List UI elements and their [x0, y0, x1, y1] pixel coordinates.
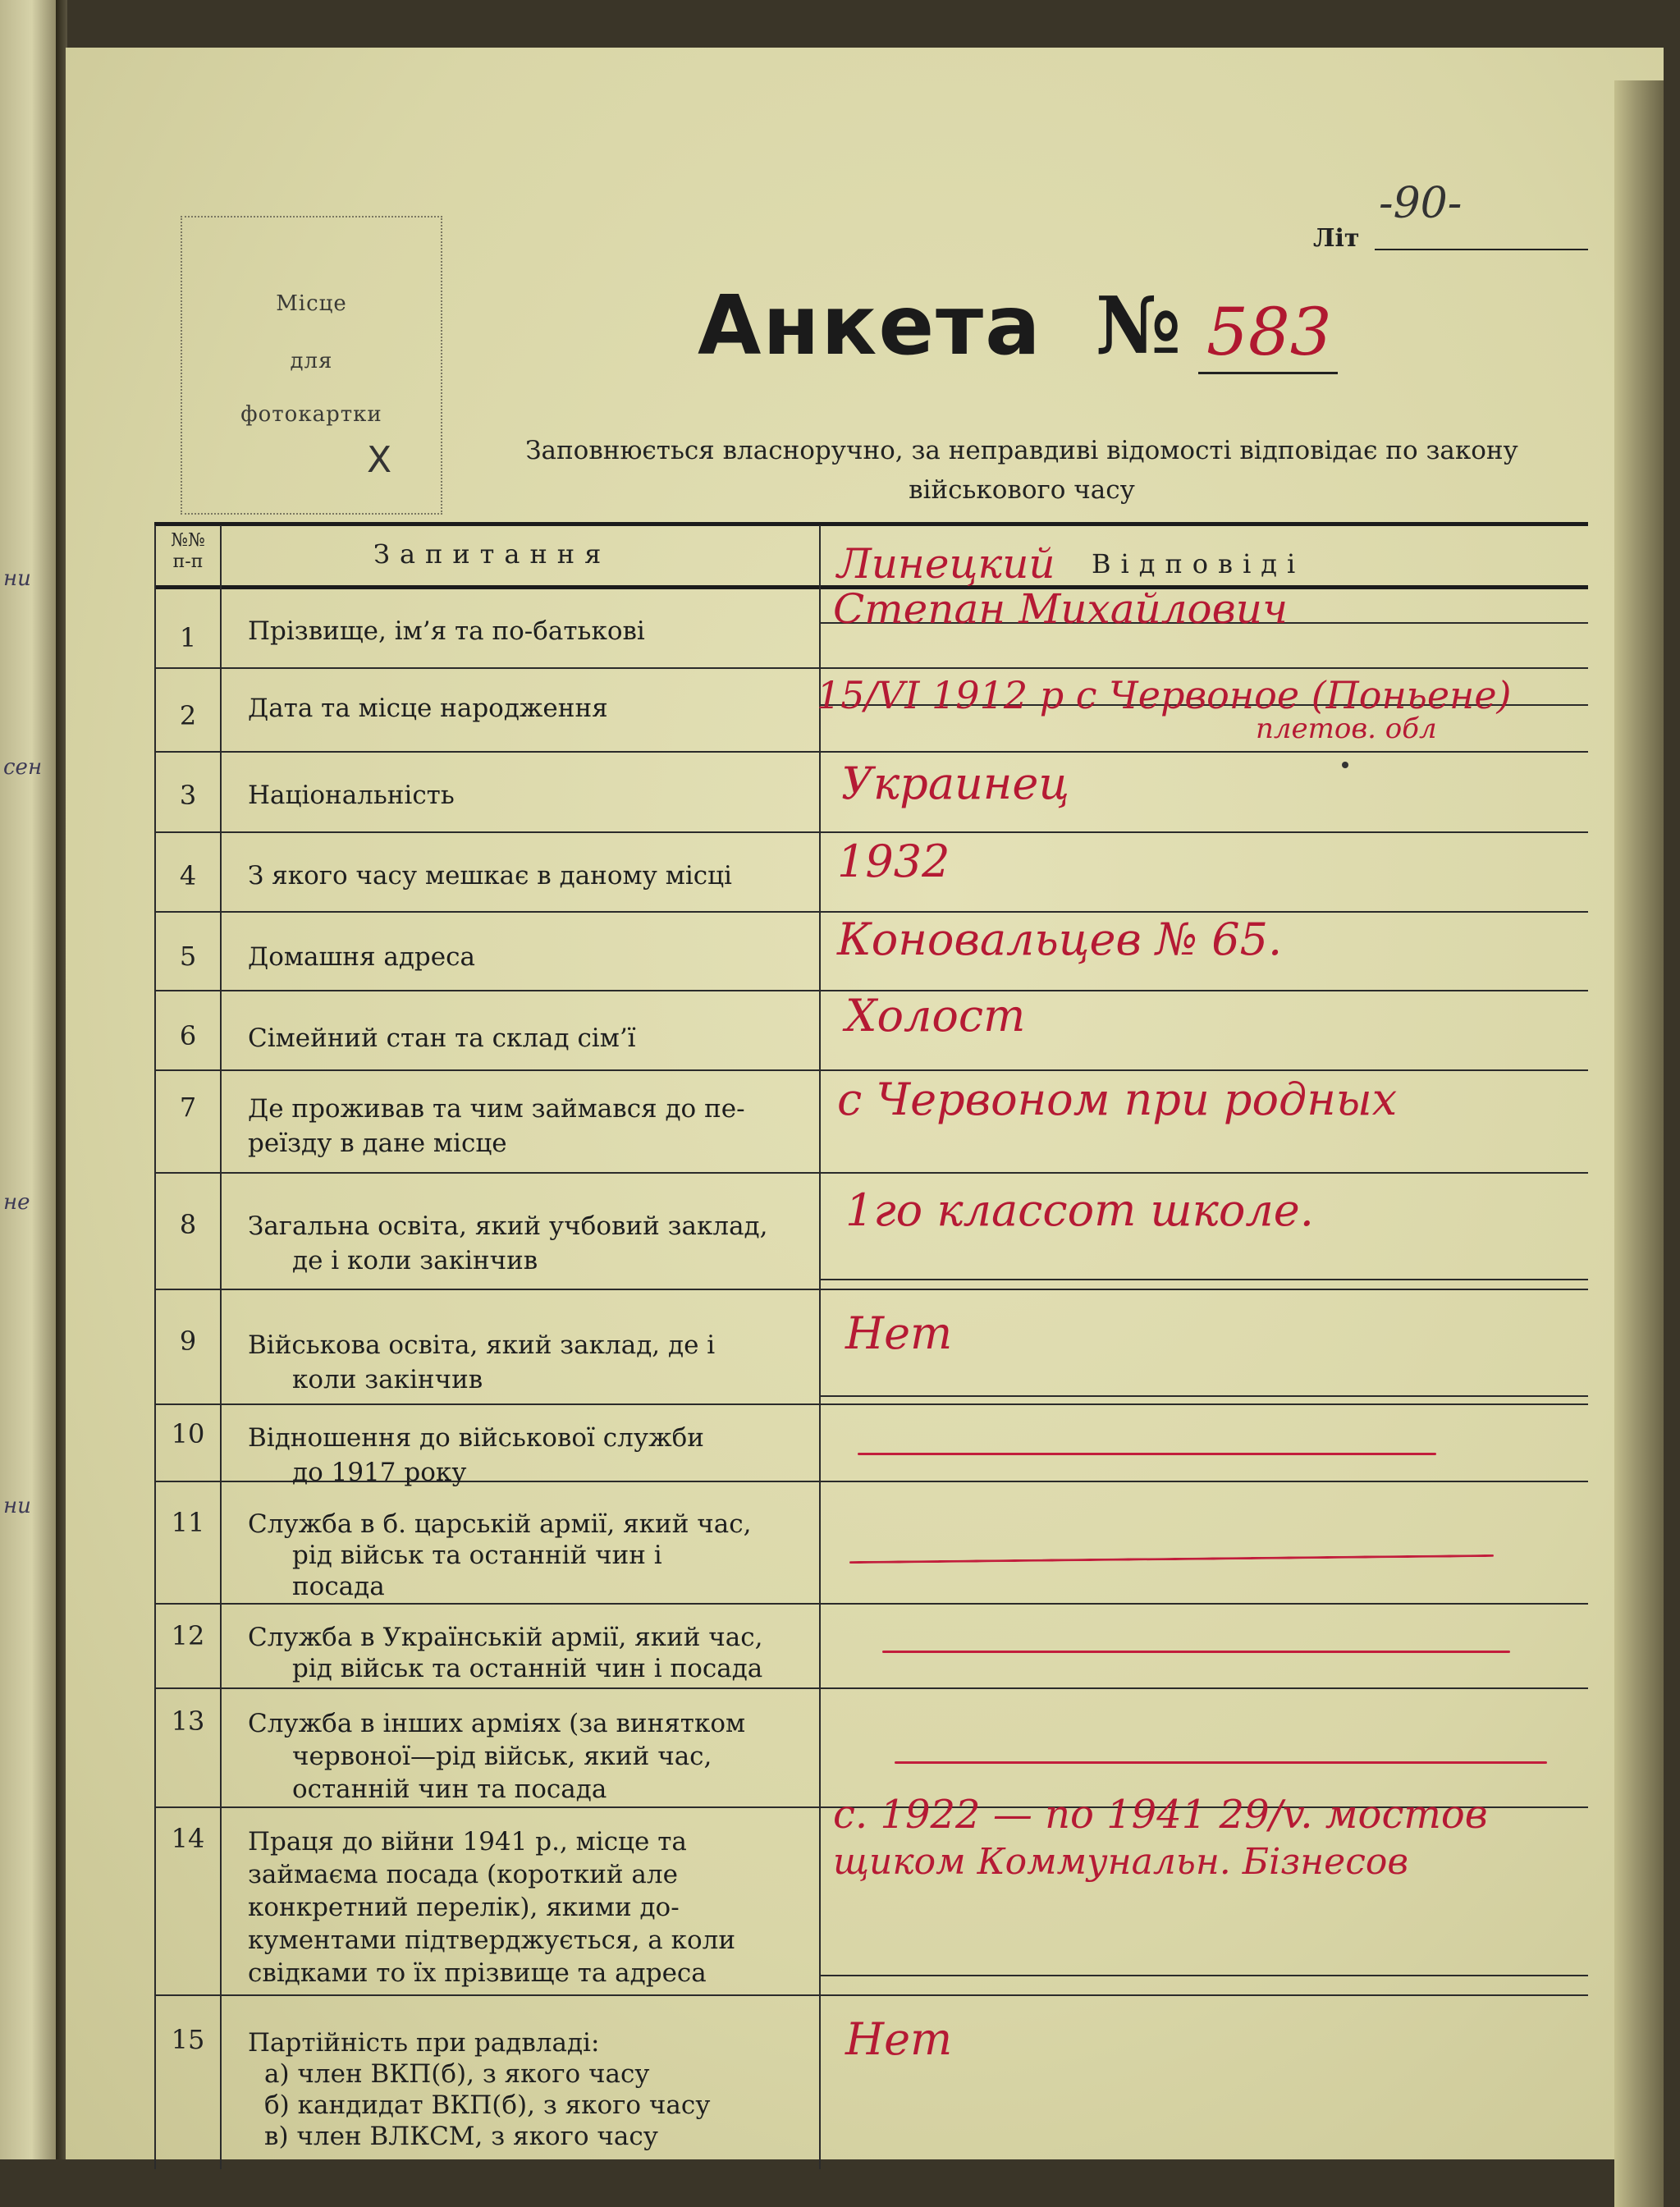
row-number: 9 [179, 1326, 197, 1357]
handwritten-answer: Холост [845, 990, 1026, 1042]
row-number: 2 [179, 700, 197, 731]
row-separator [154, 1069, 1588, 1071]
cross-mark-icon: X [367, 439, 392, 481]
row-number: 12 [171, 1620, 205, 1651]
handwritten-answer: 1932 [837, 836, 950, 887]
handwritten-answer: с Червоном при родных [837, 1074, 1398, 1125]
question-text: Служба в Українській армії, який час, рід військ та останній чин і посада [248, 1623, 763, 1683]
question-text: Праця до війни 1941 р., місце та займаєма посада (короткий але конкретний перелік), якими до- кументами підтверджується, а коли свідками то їх прізвище та адреса [248, 1827, 736, 1988]
handwritten-answer: Нет [845, 1307, 953, 1359]
question-text: Домашня адреса [248, 942, 475, 972]
margin-fragment: не [3, 1190, 30, 1215]
photo-label: Місце [276, 291, 347, 316]
answer-line [821, 1279, 1588, 1280]
question-text: Загальна освіта, який учбовий заклад, де і коли закінчив [248, 1211, 768, 1275]
ink-dot [1342, 762, 1348, 768]
margin-fragment: ни [3, 566, 31, 591]
row-separator [154, 1289, 1588, 1290]
row-number: 8 [179, 1209, 197, 1240]
row-separator [154, 1172, 1588, 1174]
form-title: Анкета [698, 277, 1042, 373]
question-text: Відношення до військової служби до 1917 року [248, 1423, 704, 1487]
row-number: 15 [171, 2024, 205, 2055]
row-number: 3 [179, 780, 197, 811]
question-text: Партійність при радвладі: а) член ВКП(б), з якого часу б) кандидат ВКП(б), з якого часу в) член ВЛКСМ, з якого часу [248, 2028, 711, 2151]
row-number: 1 [179, 622, 197, 653]
photo-label: для [290, 349, 333, 373]
table-top-rule [154, 522, 1588, 526]
handwritten-answer: Линецкий [837, 540, 1055, 588]
empty-answer-dash [849, 1555, 1494, 1564]
row-number: 10 [171, 1418, 205, 1449]
question-text: З якого часу мешкає в даному місці [248, 861, 732, 891]
instruction-line: Заповнюється власноручно, за неправдиві відомості відповідає по закону [525, 436, 1518, 465]
handwritten-answer: с. 1922 — по 1941 29/v. мостов [833, 1792, 1488, 1838]
number-sign: № [1096, 279, 1182, 372]
row-separator [154, 1403, 1588, 1405]
document-page [66, 48, 1664, 2159]
question-text: Національність [248, 781, 455, 810]
form-number: 583 [1206, 294, 1332, 370]
row-separator [154, 1994, 1588, 1996]
row-separator [154, 1603, 1588, 1605]
handwritten-answer: плетов. обл [1256, 712, 1437, 745]
sheet-number: -90- [1379, 179, 1463, 228]
row-number: 11 [171, 1507, 205, 1538]
question-text: Прізвище, ім’я та по-батькові [248, 616, 645, 646]
empty-answer-dash [895, 1761, 1547, 1764]
column-divider [220, 525, 222, 2169]
handwritten-answer: Нет [845, 2013, 953, 2065]
empty-answer-dash [858, 1453, 1436, 1455]
handwritten-answer: щиком Коммунальн. Бізнесов [833, 1841, 1408, 1883]
question-text: Де проживав та чим займався до пе- реїзду в дане місце [248, 1094, 745, 1158]
page-stack-edge [1614, 80, 1664, 2207]
row-number: 4 [179, 860, 197, 891]
row-number: 7 [179, 1092, 197, 1123]
photo-label: фотокартки [240, 402, 382, 427]
handwritten-answer: 1го классот школе. [845, 1184, 1314, 1236]
row-number: 5 [179, 941, 197, 972]
answer-line [821, 1395, 1588, 1397]
question-text: Військова освіта, який заклад, де і коли закінчив [248, 1330, 716, 1394]
row-number: 13 [171, 1706, 205, 1737]
margin-fragment: сен [3, 755, 43, 780]
column-divider [819, 525, 821, 2169]
sheet-label: Літ [1313, 224, 1360, 253]
handwritten-answer: Украинец [841, 758, 1070, 809]
empty-answer-dash [882, 1651, 1510, 1653]
instruction-line: військового часу [909, 475, 1135, 505]
row-number: 14 [171, 1823, 205, 1854]
row-separator [154, 751, 1588, 753]
left-page-edge [0, 0, 57, 2159]
form-instructions [468, 431, 1576, 510]
form-number-underline [1198, 372, 1338, 374]
question-text: Сімейний стан та склад сім’ї [248, 1023, 636, 1053]
row-separator [154, 1687, 1588, 1689]
handwritten-answer: Коновальцев № 65. [837, 913, 1283, 965]
sheet-underline [1375, 249, 1588, 250]
handwritten-answer: 15/VI 1912 р с Червоное (Поньене) [817, 673, 1512, 717]
question-text: Дата та місце народження [248, 694, 608, 723]
answer-line [821, 1975, 1588, 1976]
col-question-header: Запитання [373, 538, 611, 570]
row-separator [154, 667, 1588, 669]
row-number: 6 [179, 1020, 197, 1051]
question-text: Служба в б. царській армії, який час, рід військ та останній чин і посада [248, 1509, 752, 1601]
col-answer-header: Відповіді [1092, 548, 1306, 579]
margin-fragment: ни [3, 1494, 31, 1518]
col-number-header: №№ п-п [171, 530, 205, 572]
row-separator [154, 831, 1588, 833]
row-separator [154, 911, 1588, 913]
question-text: Служба в інших арміях (за винятком червоної—рід військ, який час, останній чин та посада [248, 1709, 746, 1804]
photo-placeholder [181, 216, 442, 515]
handwritten-answer: Степан Михайлович [833, 585, 1289, 633]
